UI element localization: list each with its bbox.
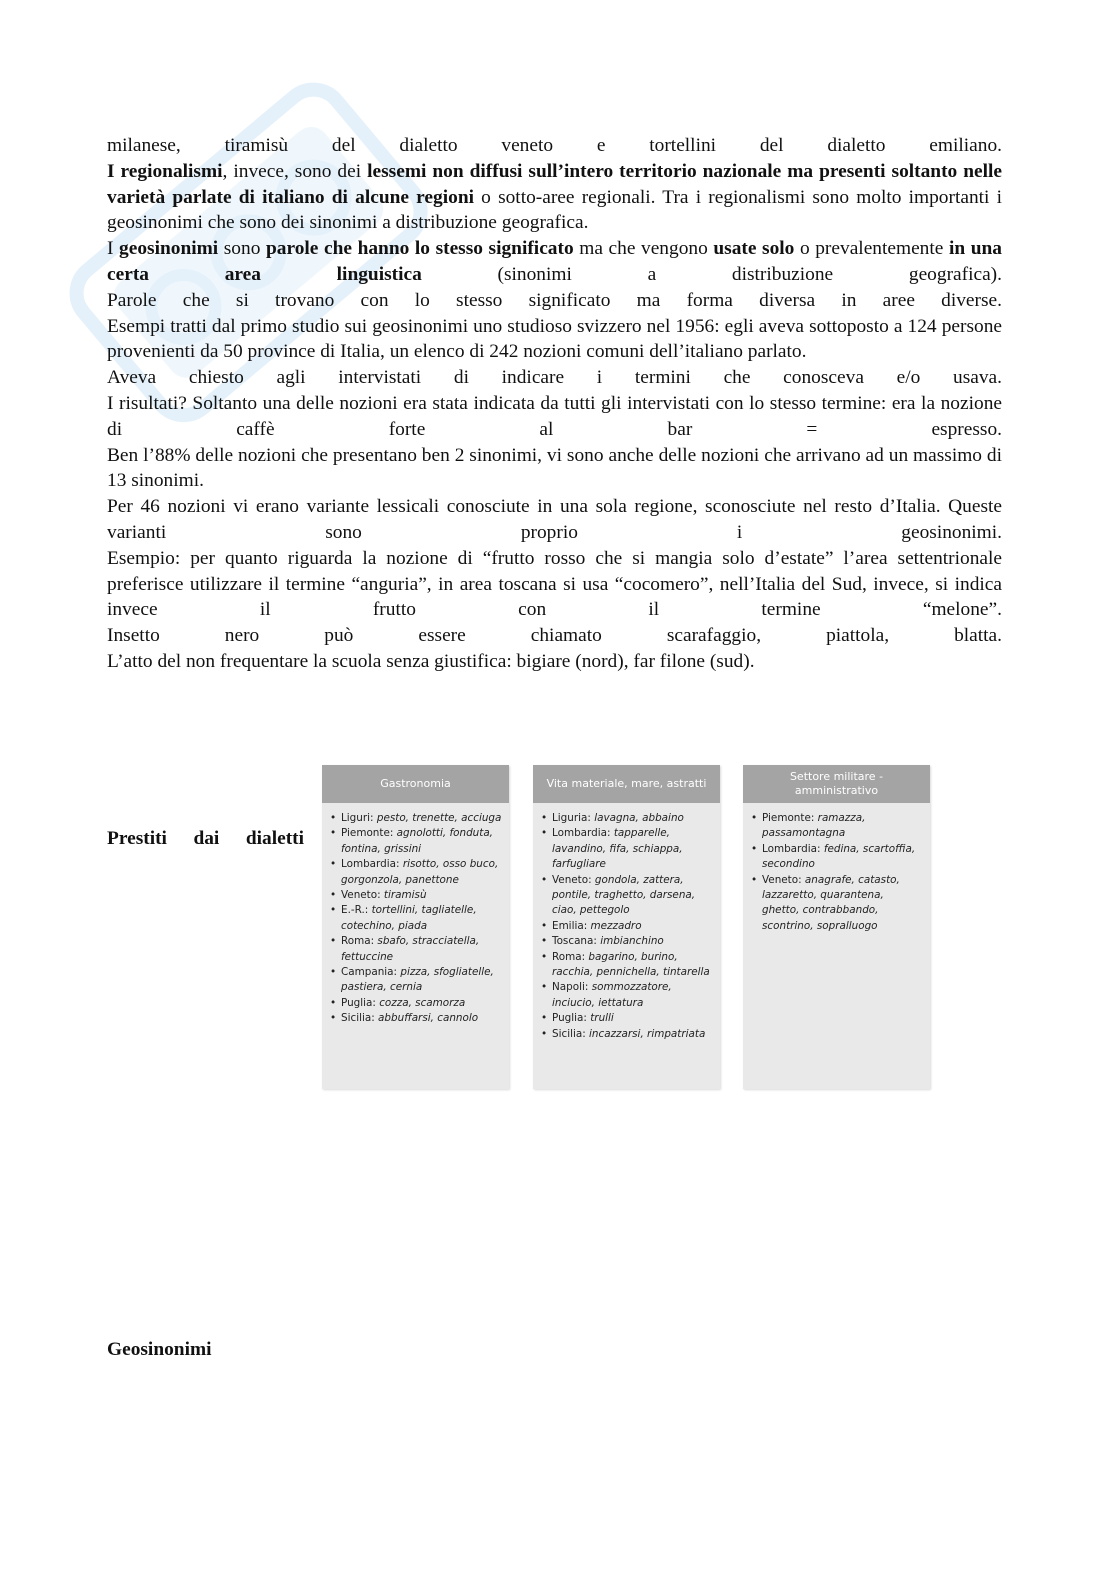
paragraph-line <box>107 623 1002 649</box>
text-run: sono <box>218 238 266 260</box>
dialect-words: incazzarsi, rimpatriata <box>589 1027 706 1040</box>
paragraph-line <box>107 649 1002 675</box>
text-run: ma che vengono <box>573 238 714 260</box>
list-item <box>330 965 503 996</box>
dialect-words: anagrafe, catasto, lazzaretto, quarantena, ghetto, contrabbando, scontrino, sopralluogo <box>762 873 900 932</box>
dialect-words: risotto, osso buco, gorgonzola, panettone <box>341 858 499 886</box>
dialect-words: sbafo, stracciatella, fettuccine <box>341 935 480 963</box>
dialect-words: lavagna, abbaino <box>594 812 684 824</box>
list-item <box>330 1011 503 1026</box>
region-label: Veneto: <box>552 873 592 886</box>
region-label: Piemonte: <box>341 827 394 840</box>
region-label: Sicilia: <box>552 1027 586 1040</box>
bold-text: parole che hanno lo stesso significato <box>265 238 574 260</box>
text-run: Per 46 nozioni vi erano variante lessicali conosciute in una sola regione, sconosciute nel resto d’Italia. Queste varianti sono proprio i geosinonimi. <box>107 496 1002 543</box>
section-title-prestiti: Prestiti dai dialetti <box>107 828 304 849</box>
paragraph-line <box>107 443 1002 495</box>
list-item <box>330 934 503 965</box>
body-text <box>107 133 1002 675</box>
region-label: Piemonte: <box>762 812 815 824</box>
list-item <box>330 996 503 1011</box>
list-item <box>541 811 714 826</box>
bold-text: I regionalismi <box>107 160 223 182</box>
text-run: Esempio: per quanto riguarda la nozione di “frutto rosso che si mangia solo d’estate” l’area settentrionale preferisce utilizzare il termine “anguria”, in area toscana si usa “cocomero”, nell’Italia del Sud, invece, si indica invece il frutto con il termine “melone”. <box>107 547 1002 621</box>
paragraph-line <box>107 236 1002 288</box>
dialect-words: sommozzatore, inciucio, iettatura <box>552 981 672 1009</box>
paragraph-line <box>107 288 1002 314</box>
dialect-words: pesto, trenette, acciuga <box>376 812 502 824</box>
dialect-words: mezzadro <box>590 919 642 932</box>
region-label: Toscana: <box>552 935 597 948</box>
text-run: Aveva chiesto agli intervistati di indicare i termini che conosceva e/o usava. <box>107 367 1002 389</box>
region-label: Napoli: <box>552 981 589 994</box>
list-item <box>330 826 503 857</box>
text-run: o prevalentemente <box>794 238 949 260</box>
region-label: Roma: <box>552 950 586 963</box>
text-run: milanese, tiramisù del dialetto veneto e tortellini del dialetto emiliano. <box>107 135 1002 156</box>
paragraph-line <box>107 494 1002 546</box>
dialect-words: pizza, sfogliatelle, pastiera, cernia <box>341 966 494 994</box>
list-item <box>751 873 924 935</box>
text-run: (sinonimi a distribuzione geografica). <box>421 263 1002 285</box>
text-run: Parole che si trovano con lo stesso significato ma forma diversa in aree diverse. <box>107 289 1002 311</box>
dialect-loans-slide <box>322 765 928 1089</box>
region-label: Puglia: <box>552 1012 587 1025</box>
dialect-words: tapparelle, lavandino, fifa, schiappa, farfugliare <box>552 827 683 871</box>
panel-list <box>743 803 930 934</box>
dialect-words: cozza, scamorza <box>379 996 466 1009</box>
dialect-words: tortellini, tagliatelle, cotechino, piada <box>341 904 477 932</box>
list-item <box>751 842 924 873</box>
section-title-geosinonimi: Geosinonimi <box>107 1339 212 1360</box>
panel-list <box>533 803 720 1042</box>
list-item <box>751 811 924 842</box>
region-label: Roma: <box>341 935 375 948</box>
list-item <box>330 811 503 826</box>
region-label: Sicilia: <box>341 1012 375 1025</box>
dialect-words: tiramisù <box>383 889 427 902</box>
panel-header: Vita materiale, mare, astratti <box>533 765 720 803</box>
region-label: Veneto: <box>341 889 381 902</box>
region-label: Lombardia: <box>341 858 400 871</box>
list-item <box>330 857 503 888</box>
paragraph-line <box>107 159 1002 236</box>
list-item <box>330 888 503 903</box>
list-item <box>541 950 714 981</box>
dialect-words: ramazza, passamontagna <box>762 812 866 840</box>
region-label: Puglia: <box>341 996 376 1009</box>
paragraph-line <box>107 133 1002 159</box>
region-label: Emilia: <box>552 919 588 932</box>
paragraph-line <box>107 546 1002 623</box>
text-run: I risultati? Soltanto una delle nozioni era stata indicata da tutti gli intervistati con lo stesso termine: era la nozione di caffè forte al bar = espresso. <box>107 392 1002 440</box>
dialect-words: gondola, zattera, pontile, traghetto, darsena, ciao, pettegolo <box>552 873 696 917</box>
text-run: , invece, sono dei <box>222 160 368 182</box>
panel-settore-militare-amministrativo <box>743 765 930 1089</box>
text-run: L’atto del non frequentare la scuola senza giustifica: bigiare (nord), far filone (sud). <box>107 650 755 672</box>
region-label: Lombardia: <box>762 842 821 855</box>
list-item <box>541 873 714 919</box>
region-label: Veneto: <box>762 873 802 886</box>
list-item <box>541 980 714 1011</box>
dialect-words: agnolotti, fonduta, fontina, grissini <box>341 827 493 855</box>
bold-text: in una certa area linguistica <box>107 238 1002 285</box>
panel-gastronomia <box>322 765 509 1089</box>
dialect-words: fedina, scartoffia, secondino <box>762 842 916 871</box>
list-item <box>541 1011 714 1026</box>
panel-list <box>322 803 509 1027</box>
text-run: Esempi tratti dal primo studio sui geosinonimi uno studioso svizzero nel 1956: egli aveva sottoposto a 124 persone provenienti da 50 province di Italia, un elenco di 242 nozioni comuni dell’italiano parlato. <box>107 315 1002 363</box>
text-run: Insetto nero può essere chiamato scarafaggio, piattola, blatta. <box>107 625 1002 647</box>
dialect-words: bagarino, burino, racchia, pennichella, tintarella <box>552 950 710 979</box>
list-item <box>541 1027 714 1042</box>
text-run: Ben l’88% delle nozioni che presentano ben 2 sinonimi, vi sono anche delle nozioni che arrivano ad un massimo di 13 sinonimi. <box>107 444 1002 492</box>
bold-text: lessemi non diffusi sull’intero territorio nazionale ma presenti soltanto nelle varietà parlate di italiano di alcune regioni <box>107 160 1003 208</box>
list-item <box>541 934 714 949</box>
paragraph-line <box>107 391 1002 443</box>
bold-text: geosinonimi <box>119 238 219 260</box>
panel-header: Gastronomia <box>322 765 509 803</box>
list-item <box>541 826 714 872</box>
region-label: Lombardia: <box>552 827 611 840</box>
panel-header: Settore militare - amministrativo <box>743 765 930 803</box>
region-label: Campania: <box>341 966 398 979</box>
text-run: o sotto-aree regionali. Tra i regionalismi sono molto importanti i geosinonimi che sono dei sinonimi a distribuzione geografica. <box>107 186 1002 234</box>
text-run: I <box>107 238 120 260</box>
paragraph-line <box>107 314 1002 366</box>
region-label: E.-R.: <box>341 904 369 917</box>
dialect-words: abbuffarsi, cannolo <box>378 1012 479 1025</box>
bold-text: usate solo <box>713 238 795 260</box>
panel-vita-materiale-mare-astratti <box>533 765 720 1089</box>
dialect-words: trulli <box>590 1012 614 1025</box>
paragraph-line <box>107 365 1002 391</box>
region-label: Liguri: <box>341 812 374 824</box>
region-label: Liguria: <box>552 812 591 824</box>
list-item <box>541 919 714 934</box>
dialect-words: imbianchino <box>600 935 664 948</box>
list-item <box>330 903 503 934</box>
